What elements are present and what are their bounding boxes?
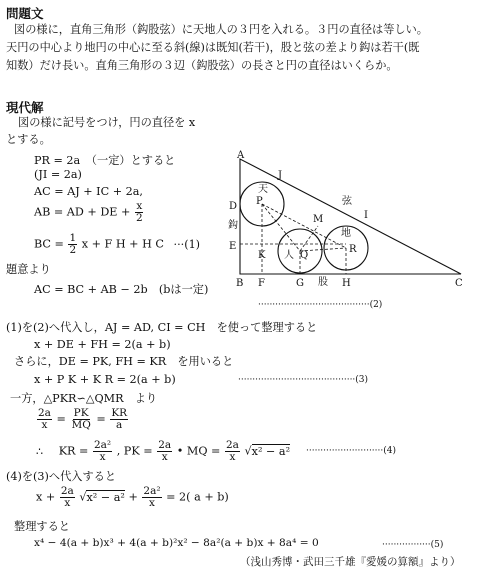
therefore-symbol: ∴ — [36, 444, 44, 458]
label-F: F — [258, 278, 265, 289]
final-sqrt: √x² − a² — [79, 490, 125, 504]
organize-text: 整理すると — [14, 520, 70, 533]
equation-2: AC = BC + AB − 2b (bは一定) — [34, 283, 209, 296]
substitution-2-equation: x + P K + K R = 2(a + b) — [34, 373, 176, 386]
substitution-1-equation: x + DE + FH = 2(a + b) — [34, 338, 171, 351]
equation-ab-fraction: $\frac{x}{2}$ — [135, 200, 143, 224]
polynomial-equation: x⁴ − 4(a + b)x³ + 4(a + b)²x² − 8a²(a + b)x + 8a⁴ = 0 — [34, 537, 319, 549]
equation-4-tag: ···························(4) — [306, 446, 396, 456]
substitution-1: (1)を(2)へ代入し，AJ = AD, CI = CH を使って整理すると — [6, 321, 318, 334]
substitution-3: (4)を(3)へ代入すると — [6, 470, 117, 483]
final-equation — [36, 486, 229, 509]
kr-fraction: $\frac{\text{2a²}}{x}$ — [93, 439, 112, 463]
equation-pr: PR = 2a （一定）とすると — [34, 154, 176, 167]
problem-heading: 問題文 — [6, 6, 44, 21]
equation-bc-tag: ···(1) — [173, 237, 201, 251]
equation-ji: (JI = 2a) — [34, 168, 82, 181]
final-fraction-2: $\frac{\text{2a²}}{x}$ — [143, 485, 161, 509]
label-B: B — [236, 278, 244, 289]
pk-fraction: $\frac{2a}{x}$ — [158, 439, 172, 463]
equation-ab — [34, 201, 145, 224]
label-Q: Q — [300, 250, 309, 261]
label-chi: 地 — [341, 228, 351, 239]
equation-bc-right: x + F H + H C — [81, 237, 164, 251]
equation-ab-left: AB = AD + DE + — [34, 205, 131, 219]
equation-5-tag: ·················(5) — [382, 540, 444, 550]
solution-heading: 現代解 — [6, 100, 44, 115]
equation-bc — [34, 233, 200, 256]
equation-ac: AC = AJ + IC + 2a, — [34, 185, 143, 198]
label-ten: 天 — [258, 184, 268, 195]
problem-line-3: 知数）だけ長い。直角三角形の３辺（鈎股弦）の長さと円の直径はいくらか。 — [6, 59, 398, 72]
label-R: R — [349, 244, 357, 255]
hito-circle — [278, 229, 322, 273]
ten-circle — [240, 182, 284, 226]
ratio-equation: $\frac{2a}{x}$ = $\frac{PK}{MQ}$ = $\frac{KR}{a}$ — [38, 407, 128, 431]
kr-left: KR = — [58, 444, 89, 458]
source-citation: （浅山秀博・武田三千雄『愛媛の算額』より） — [240, 556, 461, 568]
substitution-2: さらに，DE = PK, FH = KR を用いると — [14, 355, 234, 368]
label-C: C — [455, 278, 463, 289]
triangle — [240, 159, 461, 274]
problem-line-2: 天円の中心より地円の中心に至る斜(線)は既知(若干)，股と弦の差より鈎は若干(既 — [6, 41, 420, 54]
intro-line-1: 図の様に記号をつけ，円の直径を x — [18, 116, 196, 129]
pk-left: , PK = — [116, 444, 153, 458]
equation-bc-fraction: $\frac{1}{2}$ — [69, 232, 77, 256]
label-G: G — [296, 278, 304, 289]
final-x: x + — [36, 490, 56, 504]
pk-right: • MQ = — [176, 444, 221, 458]
final-fraction-1: $\frac{2a}{x}$ — [60, 485, 74, 509]
ratio-3: $\frac{KR}{a}$ — [111, 407, 128, 431]
final-plus: + — [128, 490, 138, 504]
label-J: J — [278, 170, 283, 181]
label-E: E — [229, 241, 237, 252]
label-K: K — [258, 250, 266, 261]
ratio-1: $\frac{2a}{x}$ — [38, 407, 51, 431]
idai-text: 題意より — [6, 263, 51, 276]
label-A: A — [237, 150, 245, 161]
label-H: H — [342, 278, 351, 289]
equation-2-tag: ·······································(2) — [258, 300, 383, 310]
label-ko: 鈎 — [228, 220, 238, 231]
chi-circle — [324, 226, 368, 270]
label-P: P — [256, 196, 263, 207]
label-mata: 股 — [318, 277, 328, 288]
label-hito: 人 — [284, 250, 294, 261]
final-rhs: = 2( a + b) — [166, 490, 229, 504]
ratio-2: $\frac{PK}{MQ}$ — [71, 407, 91, 431]
label-M: M — [313, 214, 324, 225]
sqrt-expression: √x² − a² — [244, 444, 291, 458]
intro-line-2: とする。 — [6, 133, 51, 146]
label-gen: 弦 — [342, 196, 352, 207]
similar-triangles: 一方，△PKR∽△QMR より — [10, 392, 158, 405]
label-I: I — [364, 210, 368, 221]
pk2-fraction: $\frac{2a}{x}$ — [225, 439, 239, 463]
kr-pk-equation — [36, 440, 290, 463]
problem-line-1: 図の様に，直角三角形（鈎股弦）に天地人の３円を入れる。３円の直径は等しい。 — [14, 23, 428, 36]
equation-bc-left: BC = — [34, 237, 64, 251]
label-D: D — [229, 201, 238, 212]
equation-3-tag: ·········································(3) — [238, 375, 369, 385]
